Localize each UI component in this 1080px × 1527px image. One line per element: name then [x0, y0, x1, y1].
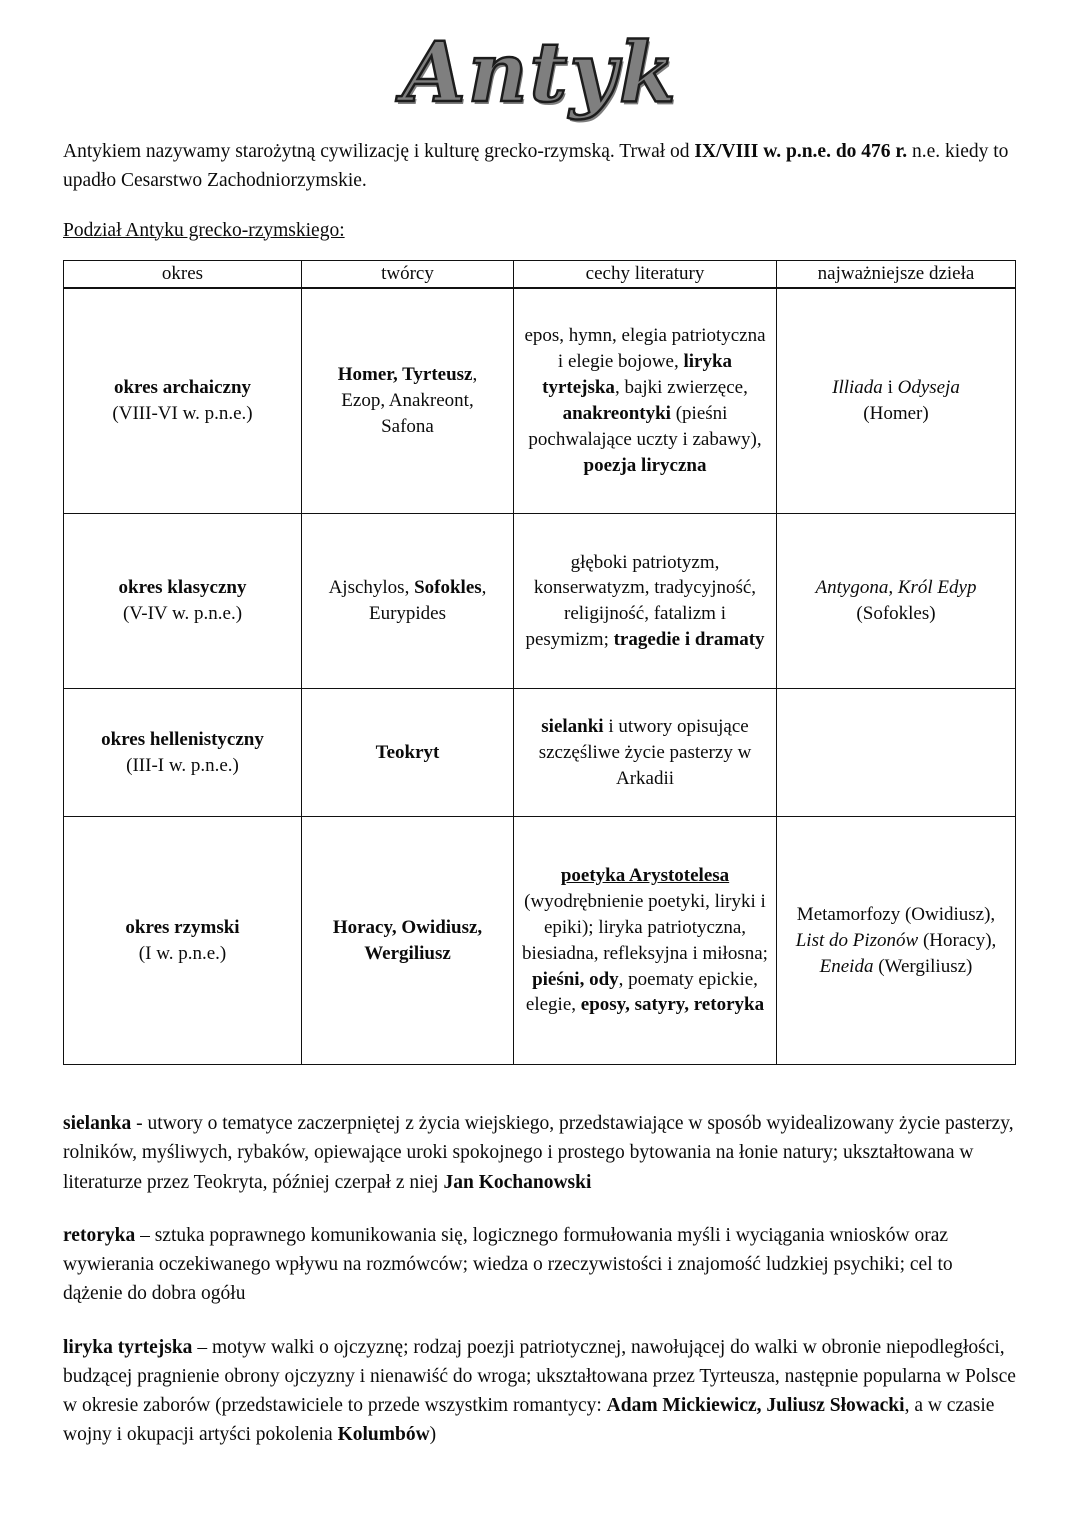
cell-archaiczny-cechy: epos, hymn, elegia patriotyczna i elegie bojowe, liryka tyrtejska, bajki zwierzęce, anakreontyki (pieśni pochwalające uczty i zabawy), poezja liryczna — [514, 288, 777, 514]
cell-archaiczny-tworcy: Homer, Tyrteusz, Ezop, Anakreont, Safona — [302, 288, 514, 514]
table-header-row — [64, 260, 1016, 287]
periods-table — [63, 260, 1016, 1065]
cell-klasyczny-tworcy: Ajschylos, Sofokles, Eurypides — [302, 514, 514, 689]
column-header-najwazniejsze-dziela: najważniejsze dzieła — [777, 260, 1016, 287]
cell-klasyczny-okres: okres klasyczny (V-IV w. p.n.e.) — [64, 514, 302, 689]
cell-hellenistyczny-okres: okres hellenistyczny (III-I w. p.n.e.) — [64, 689, 302, 817]
cell-klasyczny-dziela: Antygona, Król Edyp (Sofokles) — [777, 514, 1016, 689]
intro-paragraph: Antykiem nazywamy starożytną cywilizację i kulturę grecko-rzymską. Trwał od IX/VIII w. p.n.e. do 476 r. n.e. kiedy to upadło Cesarstwo Zachodniorzymskie. — [63, 141, 1009, 191]
cell-archaiczny-okres: okres archaiczny (VIII-VI w. p.n.e.) — [64, 288, 302, 514]
table-row-hellenistyczny — [64, 689, 1016, 817]
document-page — [0, 25, 1080, 1450]
column-header-cechy-literatury: cechy literatury — [514, 260, 777, 287]
section-heading-text: Podział Antyku grecko-rzymskiego: — [63, 219, 345, 241]
table-row-rzymski — [64, 817, 1016, 1065]
cell-hellenistyczny-cechy: sielanki i utwory opisujące szczęśliwe życie pasterzy w Arkadii — [514, 689, 777, 817]
definitions-section — [63, 1109, 1017, 1450]
column-header-okres: okres — [64, 260, 302, 287]
definition-liryka-tyrtejska: liryka tyrtejska – motyw walki o ojczyznę; rodzaj poezji patriotycznej, nawołującej do walki w obronie niepodległości, budzącej pragnienie obrony ojczyzny i nienawiść do wroga; ukształtowana przez Tyrteusza, następnie popularna w Polsce w okresie zaborów (przedstawiciele to przede wszystkim romantycy: Adam Mickiewicz, Juliusz Słowacki, a w czasie wojny i okupacji artyści pokolenia Kolumbów) — [63, 1336, 1016, 1446]
page-title: Antyk — [402, 25, 678, 121]
column-header-tworcy: twórcy — [302, 260, 514, 287]
table-row-archaiczny — [64, 288, 1016, 514]
cell-hellenistyczny-tworcy: Teokryt — [302, 689, 514, 817]
cell-klasyczny-cechy: głęboki patriotyzm, konserwatyzm, tradycyjność, religijność, fatalizm i pesymizm; tragedie i dramaty — [514, 514, 777, 689]
cell-hellenistyczny-dziela — [777, 689, 1016, 817]
table-row-klasyczny — [64, 514, 1016, 689]
section-heading — [63, 218, 1017, 243]
cell-archaiczny-dziela: Illiada i Odyseja (Homer) — [777, 288, 1016, 514]
cell-rzymski-tworcy: Horacy, Owidiusz, Wergiliusz — [302, 817, 514, 1065]
cell-rzymski-dziela: Metamorfozy (Owidiusz), List do Pizonów (Horacy), Eneida (Wergiliusz) — [777, 817, 1016, 1065]
definition-sielanka: sielanka - utwory o tematyce zaczerpniętej z życia wiejskiego, przedstawiające w sposób wyidealizowany życie pasterzy, rolników, myśliwych, rybaków, opiewające uroki spokojnego i prostego bytowania na łonie natury; ukształtowana w literaturze przez Teokryta, później czerpał z niej Jan Kochanowski — [63, 1113, 1014, 1193]
cell-rzymski-okres: okres rzymski (I w. p.n.e.) — [64, 817, 302, 1065]
definition-retoryka: retoryka – sztuka poprawnego komunikowania się, logicznego formułowania myśli i wyciągania wniosków oraz wywierania oczekiwanego wpływu na rozmówców; wiedza o rzeczywistości i znajomość ludzkiej psychiki; cel to dążenie do dobra ogółu — [63, 1224, 953, 1305]
cell-rzymski-cechy: poetyka Arystotelesa (wyodrębnienie poetyki, liryki i epiki); liryka patriotyczna, biesiadna, refleksyjna i miłosna; pieśni, ody, poematy epickie, elegie, eposy, satyry, retoryka — [514, 817, 777, 1065]
